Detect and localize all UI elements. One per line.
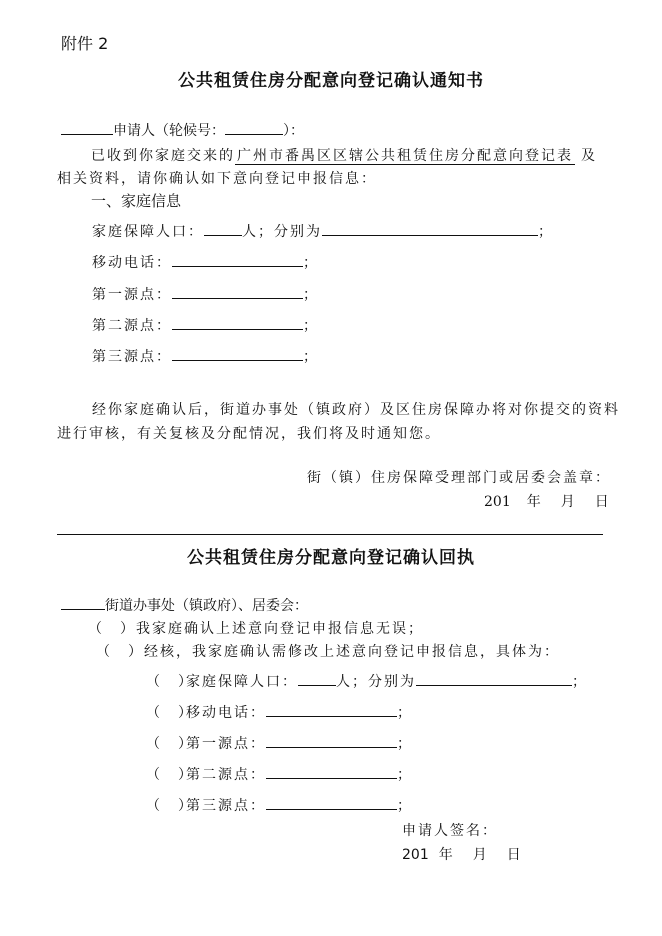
mobile-checkbox[interactable]: （ ） — [146, 705, 194, 721]
household-count-blank[interactable] — [204, 221, 242, 236]
section-heading-family-info: 一、家庭信息 — [91, 192, 182, 210]
source2-checkbox[interactable]: （ ） — [146, 767, 194, 783]
applicant-name-blank[interactable] — [61, 120, 113, 135]
end-mark: ； — [397, 736, 413, 752]
source2-blank[interactable] — [266, 764, 397, 779]
end-mark: ； — [397, 705, 413, 721]
source2-label: 第二源点： — [92, 318, 172, 334]
source2-blank[interactable] — [172, 315, 303, 330]
notice-source1-field — [92, 284, 319, 304]
household-count-blank[interactable] — [298, 671, 336, 686]
end-mark: ； — [303, 255, 319, 271]
date-day-unit: 日 — [594, 494, 609, 510]
section-divider — [57, 534, 603, 535]
receipt-source1-field — [146, 733, 413, 753]
date-year-unit: 年 — [438, 847, 453, 863]
receipt-addressee-line — [61, 595, 308, 615]
salutation-end: ）： — [283, 123, 304, 139]
household-label: 家庭保障人口： — [186, 674, 298, 690]
receipt-source2-field — [146, 764, 413, 784]
body-prefix: 已收到你家庭交来的 — [91, 148, 235, 164]
date-month-unit: 月 — [560, 494, 575, 510]
receipt-mobile-field — [146, 702, 413, 722]
date-month-unit: 月 — [472, 847, 487, 863]
queue-number-blank[interactable] — [225, 120, 283, 135]
end-mark: ； — [397, 767, 413, 783]
source1-checkbox[interactable]: （ ） — [146, 736, 194, 752]
form-name: 广州市番禺区区辖公共租赁住房分配意向登记表 — [237, 148, 573, 164]
household-label: 家庭保障人口： — [92, 224, 204, 240]
notice-household-field — [92, 221, 554, 241]
receipt-date — [402, 844, 521, 864]
end-mark: ； — [303, 318, 319, 334]
source3-checkbox[interactable]: （ ） — [146, 798, 194, 814]
household-unit: 人；分别为 — [242, 224, 322, 240]
household-checkbox[interactable]: （ ） — [146, 674, 194, 690]
street-office-blank[interactable] — [61, 595, 105, 610]
stamp-label: 街（镇）住房保障受理部门或居委会盖章： — [307, 470, 611, 486]
notice-closing-line1: 经你家庭确认后，街道办事处（镇政府）及区住房保障办将对你提交的资料 — [92, 402, 620, 418]
source3-label: 第三源点： — [186, 798, 266, 814]
end-mark: ； — [303, 287, 319, 303]
mobile-blank[interactable] — [172, 252, 303, 267]
body-suffix: 及 — [581, 148, 597, 164]
notice-source3-field — [92, 346, 319, 366]
mobile-blank[interactable] — [266, 702, 397, 717]
source3-blank[interactable] — [172, 346, 303, 361]
end-mark: ； — [397, 798, 413, 814]
source1-label: 第一源点： — [92, 287, 172, 303]
salutation-applicant: 申请人（轮候号： — [113, 123, 225, 139]
notice-mobile-field — [92, 252, 319, 272]
source2-label: 第二源点： — [186, 767, 266, 783]
receipt-title: 公共租赁住房分配意向登记确认回执 — [187, 548, 475, 568]
receipt-addressee: 街道办事处（镇政府）、居委会： — [105, 598, 308, 614]
source1-blank[interactable] — [266, 733, 397, 748]
end-mark: ； — [572, 674, 588, 690]
notice-title: 公共租赁住房分配意向登记确认通知书 — [178, 71, 484, 91]
notice-source2-field — [92, 315, 319, 335]
date-year-unit: 年 — [526, 494, 541, 510]
signature-label: 申请人签名： — [402, 823, 498, 839]
receipt-household-field — [146, 671, 588, 691]
notice-body-line2: 相关资料，请你确认如下意向登记申报信息： — [57, 171, 377, 187]
receipt-option-confirm[interactable]: （ ）我家庭确认上述意向登记申报信息无误； — [88, 621, 424, 637]
household-members-blank[interactable] — [416, 671, 572, 686]
receipt-source3-field — [146, 795, 413, 815]
date-day-unit: 日 — [506, 847, 521, 863]
end-mark: ； — [303, 349, 319, 365]
source1-blank[interactable] — [172, 284, 303, 299]
attachment-label: 附件 2 — [61, 34, 109, 53]
mobile-label: 移动电话： — [92, 255, 172, 271]
salutation-line — [61, 120, 304, 140]
date-year: 201 — [484, 494, 511, 510]
notice-date — [484, 491, 609, 511]
end-mark: ； — [538, 224, 554, 240]
receipt-option-modify[interactable]: （ ）经核，我家庭确认需修改上述意向登记申报信息，具体为： — [96, 644, 560, 660]
source3-label: 第三源点： — [92, 349, 172, 365]
date-year: 201 — [402, 847, 429, 863]
notice-body-line1 — [91, 145, 597, 165]
household-unit: 人；分别为 — [336, 674, 416, 690]
source1-label: 第一源点： — [186, 736, 266, 752]
mobile-label: 移动电话： — [186, 705, 266, 721]
source3-blank[interactable] — [266, 795, 397, 810]
household-members-blank[interactable] — [322, 221, 538, 236]
notice-closing-line2: 进行审核，有关复核及分配情况，我们将及时通知您。 — [57, 426, 441, 442]
